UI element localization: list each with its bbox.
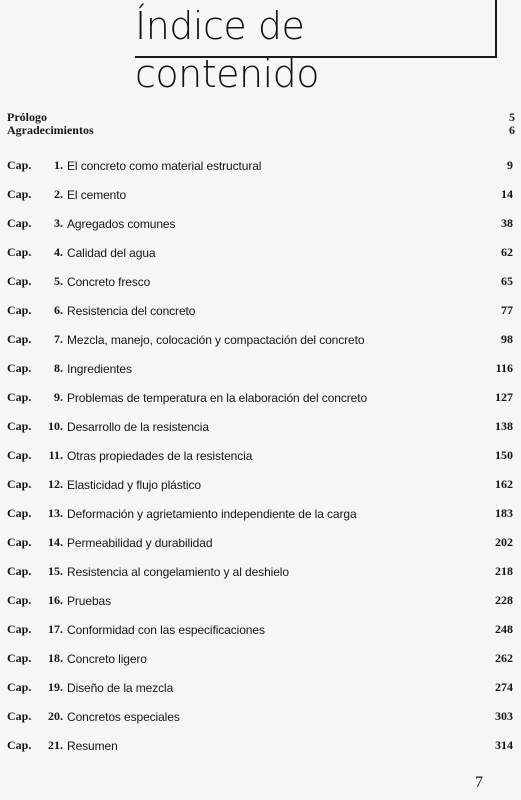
toc-entry: [7, 383, 513, 412]
chapter-title: Deformación y agrietamiento independiente de la carga: [67, 506, 357, 521]
chapter-label: [7, 535, 63, 550]
chapter-number: 7.: [54, 332, 63, 346]
chapter-number: 17.: [48, 622, 63, 636]
chapter-page: 314: [495, 738, 513, 752]
chapter-page: 65: [501, 274, 513, 288]
chapter-prefix: Cap.: [7, 361, 32, 375]
chapter-title: Calidad del agua: [67, 245, 156, 260]
chapter-number: 20.: [48, 709, 63, 723]
chapter-number: 19.: [48, 680, 63, 694]
page-number: 7: [475, 774, 483, 791]
chapter-number: 21.: [48, 738, 63, 752]
chapter-number: 2.: [54, 187, 63, 201]
chapter-label: [7, 680, 63, 695]
chapter-page: 9: [507, 158, 513, 172]
chapter-title: Ingredientes: [67, 361, 132, 376]
chapter-prefix: Cap.: [7, 506, 32, 520]
chapter-label: [7, 506, 63, 521]
chapter-prefix: Cap.: [7, 709, 32, 723]
chapter-label: [7, 303, 63, 318]
chapter-page: 77: [501, 303, 513, 317]
chapter-page: 218: [495, 564, 513, 578]
toc-entry: [7, 470, 513, 499]
page-title: Índice de contenido: [135, 4, 320, 96]
chapter-page: 303: [495, 709, 513, 723]
chapter-title: Otras propiedades de la resistencia: [67, 448, 253, 463]
chapter-label: [7, 274, 63, 289]
chapter-prefix: Cap.: [7, 419, 32, 433]
chapter-prefix: Cap.: [7, 158, 32, 172]
chapter-prefix: Cap.: [7, 651, 32, 665]
chapter-page: 150: [495, 448, 513, 462]
chapter-page: 138: [495, 419, 513, 433]
chapter-number: 10.: [48, 419, 63, 433]
chapter-title: Desarrollo de la resistencia: [67, 419, 209, 434]
chapter-label: [7, 390, 63, 405]
toc-entry: [7, 412, 513, 441]
table-of-contents: [7, 151, 513, 760]
chapter-page: 38: [501, 216, 513, 230]
chapter-title: Problemas de temperatura en la elaboración del concreto: [67, 390, 368, 405]
chapter-number: 16.: [48, 593, 63, 607]
toc-entry: [7, 325, 513, 354]
chapter-number: 8.: [54, 361, 63, 375]
chapter-title: Resumen: [67, 738, 118, 753]
front-matter-item: [7, 124, 515, 137]
chapter-title: Pruebas: [67, 593, 111, 608]
toc-entry: [7, 673, 513, 702]
chapter-label: [7, 332, 63, 347]
chapter-prefix: Cap.: [7, 622, 32, 636]
toc-entry: [7, 267, 513, 296]
chapter-title: Agregados comunes: [67, 216, 176, 231]
chapter-number: 3.: [54, 216, 63, 230]
chapter-label: [7, 187, 63, 202]
chapter-prefix: Cap.: [7, 274, 32, 288]
toc-entry: [7, 499, 513, 528]
chapter-label: [7, 622, 63, 637]
toc-entry: [7, 615, 513, 644]
toc-entry: [7, 209, 513, 238]
front-matter-list: [7, 111, 515, 137]
chapter-prefix: Cap.: [7, 303, 32, 317]
chapter-number: 18.: [48, 651, 63, 665]
front-matter-label: Agradecimientos: [7, 123, 94, 137]
chapter-number: 9.: [54, 390, 63, 404]
chapter-prefix: Cap.: [7, 390, 32, 404]
toc-entry: [7, 151, 513, 180]
chapter-label: [7, 448, 63, 463]
chapter-page: 228: [495, 593, 513, 607]
toc-entry: [7, 441, 513, 470]
toc-entry: [7, 354, 513, 383]
chapter-page: 98: [501, 332, 513, 346]
chapter-prefix: Cap.: [7, 680, 32, 694]
chapter-number: 12.: [48, 477, 63, 491]
chapter-number: 1.: [54, 158, 63, 172]
chapter-page: 127: [495, 390, 513, 404]
chapter-title: Resistencia del concreto: [67, 303, 196, 318]
chapter-prefix: Cap.: [7, 187, 32, 201]
chapter-number: 5.: [54, 274, 63, 288]
chapter-prefix: Cap.: [7, 245, 32, 259]
chapter-title: Concreto ligero: [67, 651, 147, 666]
chapter-prefix: Cap.: [7, 448, 32, 462]
front-matter-page: 6: [509, 123, 515, 137]
front-matter-page: 5: [509, 110, 515, 124]
chapter-prefix: Cap.: [7, 738, 32, 752]
toc-entry: [7, 644, 513, 673]
chapter-title: Concretos especiales: [67, 709, 180, 724]
chapter-label: [7, 709, 63, 724]
chapter-title: El cemento: [67, 187, 127, 202]
chapter-label: [7, 651, 63, 666]
chapter-title: Elasticidad y flujo plástico: [67, 477, 201, 492]
chapter-page: 262: [495, 651, 513, 665]
chapter-label: [7, 738, 63, 753]
chapter-number: 11.: [48, 448, 63, 462]
chapter-title: Permeabilidad y durabilidad: [67, 535, 213, 550]
toc-entry: [7, 238, 513, 267]
chapter-title: Conformidad con las especificaciones: [67, 622, 265, 637]
chapter-number: 13.: [48, 506, 63, 520]
chapter-prefix: Cap.: [7, 535, 32, 549]
chapter-prefix: Cap.: [7, 593, 32, 607]
chapter-number: 14.: [48, 535, 63, 549]
chapter-label: [7, 245, 63, 260]
chapter-number: 15.: [48, 564, 63, 578]
chapter-page: 202: [495, 535, 513, 549]
toc-entry: [7, 731, 513, 760]
chapter-page: 183: [495, 506, 513, 520]
chapter-title: Resistencia al congelamiento y al deshielo: [67, 564, 289, 579]
chapter-title: El concreto como material estructural: [67, 158, 262, 173]
chapter-title: Mezcla, manejo, colocación y compactación del concreto: [67, 332, 365, 347]
toc-entry: [7, 180, 513, 209]
chapter-title: Diseño de la mezcla: [67, 680, 174, 695]
chapter-label: [7, 564, 63, 579]
chapter-label: [7, 158, 63, 173]
chapter-prefix: Cap.: [7, 332, 32, 346]
toc-entry: [7, 557, 513, 586]
chapter-number: 4.: [54, 245, 63, 259]
chapter-page: 162: [495, 477, 513, 491]
toc-entry: [7, 586, 513, 615]
toc-entry: [7, 702, 513, 731]
chapter-page: 248: [495, 622, 513, 636]
chapter-prefix: Cap.: [7, 477, 32, 491]
chapter-page: 116: [495, 361, 513, 375]
chapter-label: [7, 361, 63, 376]
chapter-prefix: Cap.: [7, 564, 32, 578]
chapter-label: [7, 477, 63, 492]
chapter-label: [7, 419, 63, 434]
front-matter-label: Prólogo: [7, 110, 47, 124]
chapter-label: [7, 216, 63, 231]
chapter-prefix: Cap.: [7, 216, 32, 230]
chapter-page: 62: [501, 245, 513, 259]
chapter-page: 14: [501, 187, 513, 201]
toc-entry: [7, 296, 513, 325]
toc-entry: [7, 528, 513, 557]
chapter-number: 6.: [54, 303, 63, 317]
chapter-page: 274: [495, 680, 513, 694]
chapter-label: [7, 593, 63, 608]
title-frame: [135, 0, 497, 96]
chapter-title: Concreto fresco: [67, 274, 151, 289]
